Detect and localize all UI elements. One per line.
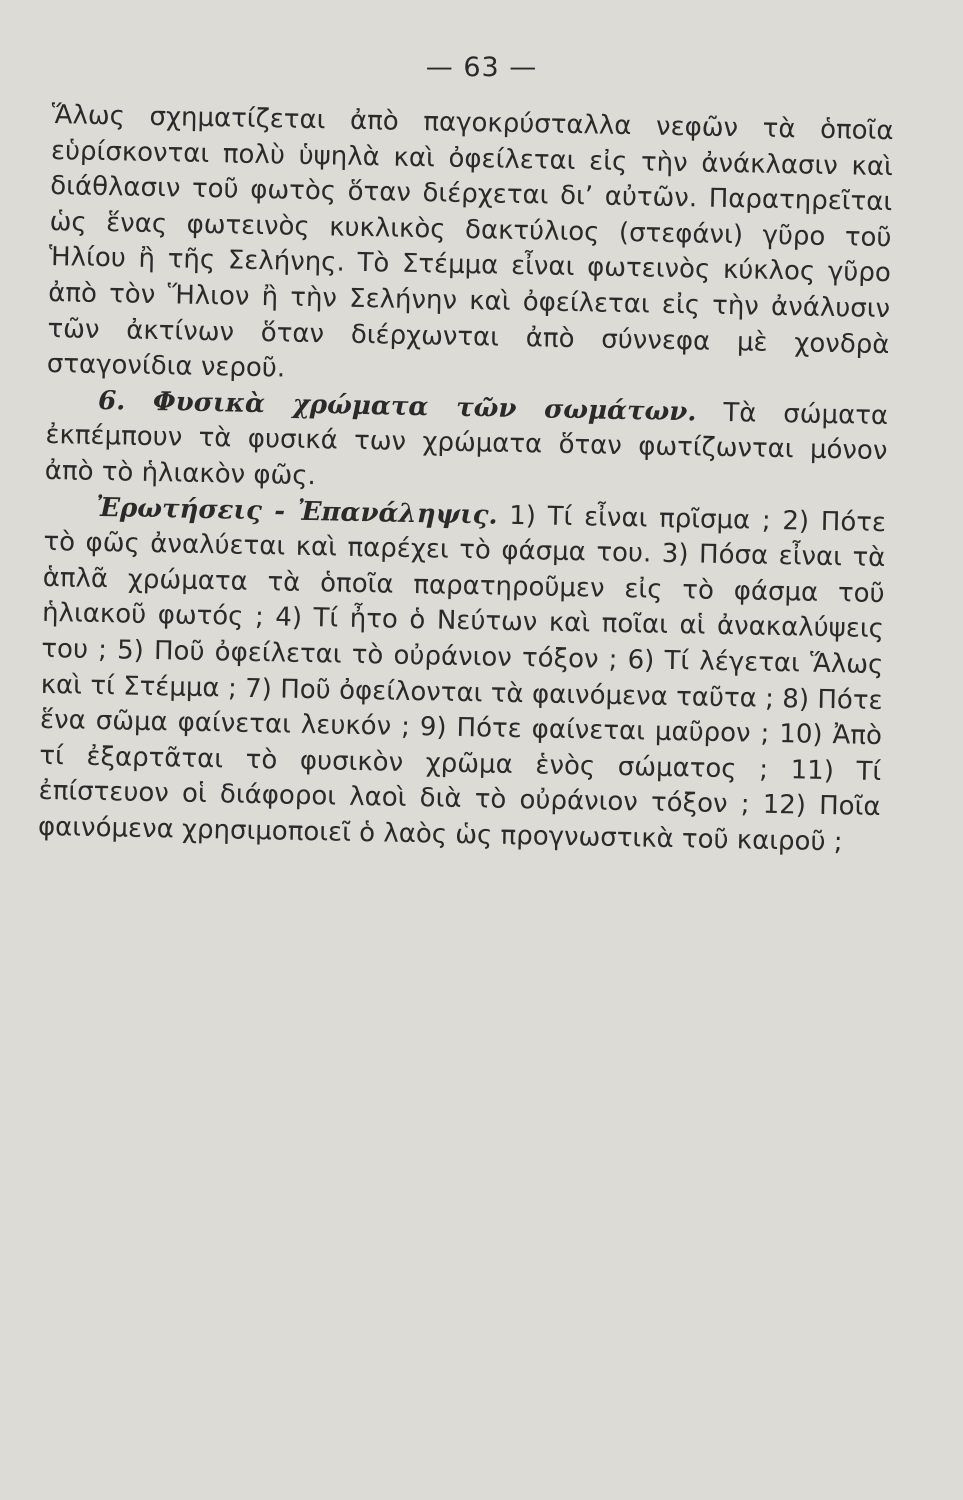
section-heading: 6. Φυσικὰ χρώματα τῶν σωμάτων.	[97, 385, 697, 428]
page-body	[38, 98, 894, 861]
page-number: — 63 —	[425, 52, 538, 83]
paragraph-text: Ἅλως σχηματίζεται ἀπὸ παγοκρύσταλλα νεφῶν τὰ ὁποῖα εὑρίσκονται πολὺ ὑψηλὰ καὶ ὀφείλεται εἰς τὴν ἀνάκλασιν καὶ διάθλασιν τοῦ φωτὸς ὅταν διέρχεται δι’ αὐτῶν. Παρατηρεῖται ὡς ἕνας φωτεινὸς κυκλικὸς δακτύλιος (στεφάνι) γῦρο τοῦ Ἡλίου ἢ τῆς Σελήνης. Τὸ Στέμμα εἶναι φωτεινὸς κύκλος γῦρο ἀπὸ τὸν Ἥλιον ἢ τὴν Σελήνην καὶ ὀφείλεται εἰς τὴν ἀνάλυσιν τῶν ἀκτίνων ὅταν διέρχωνται ἀπὸ σύννεφα μὲ χονδρὰ σταγονίδια νεροῦ.	[46, 99, 894, 384]
paragraph-text: 1) Τί εἶναι πρῖσμα ; 2) Πότε τὸ φῶς ἀναλύεται καὶ παρέχει τὸ φάσμα του. 3) Πόσα εἶναι τὰ ἁπλᾶ χρώματα τὰ ὁποῖα παρατηροῦμεν εἰς τὸ φάσμα τοῦ ἡλιακοῦ φωτός ; 4) Τί ἦτο ὁ Νεύτων καὶ ποῖαι αἱ ἀνακαλύψεις του ; 5) Ποῦ ὀφείλεται τὸ οὐράνιον τόξον ; 6) Τί λέγεται Ἅλως καὶ τί Στέμμα ; 7) Ποῦ ὀφείλονται τὰ φαινόμενα ταῦτα ; 8) Πότε ἕνα σῶμα φαίνεται λευκόν ; 9) Πότε φαίνεται μαῦρον ; 10) Ἀπὸ τί ἐξαρτᾶται τὸ φυσικὸν χρῶμα ἑνὸς σώματος ; 11) Τί ἐπίστευον οἱ διάφοροι λαοὶ διὰ τὸ οὐράνιον τόξον ; 12) Ποῖα φαινόμενα χρησιμοποιεῖ ὁ λαὸς ὡς προγνωστικὰ τοῦ καιροῦ ;	[37, 500, 887, 858]
paragraph-halo-corona	[47, 98, 894, 399]
paragraph-natural-colors	[44, 383, 888, 506]
paragraph-text: Τὰ σώματα ἐκπέμπουν τὰ φυσικά των χρώματα ὅταν φωτίζωνται μόνον ἀπὸ τὸ ἡλιακὸν φῶς.	[44, 397, 889, 492]
paragraph-review-questions	[38, 489, 887, 861]
section-heading: Ἐρωτήσεις - Ἐπανάληψις.	[95, 492, 498, 531]
